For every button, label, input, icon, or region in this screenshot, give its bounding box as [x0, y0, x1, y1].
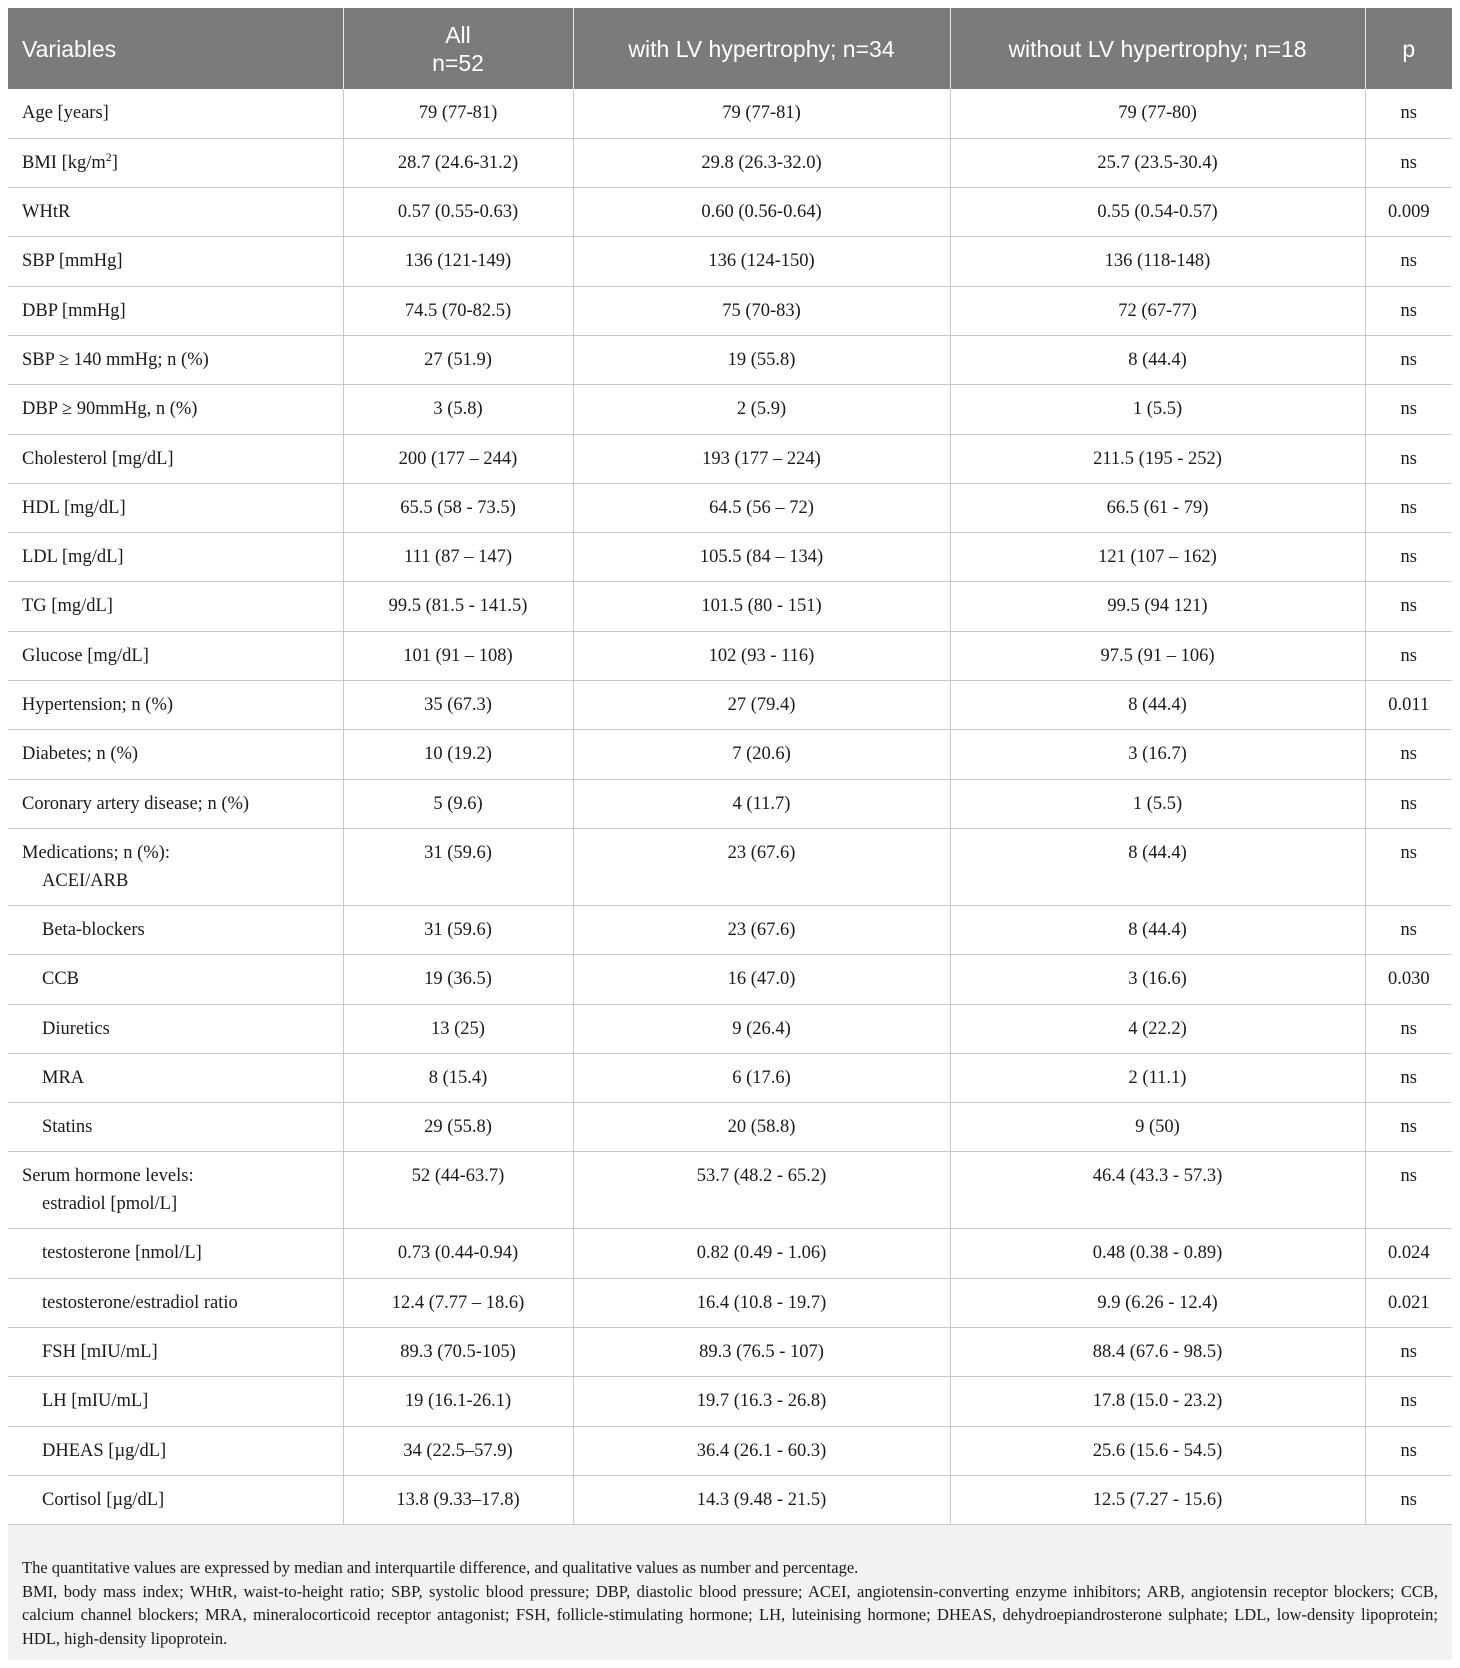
table-row — [8, 1475, 1452, 1524]
cell-with-lvh: 0.82 (0.49 - 1.06) — [573, 1229, 950, 1278]
table-row — [8, 385, 1452, 434]
table-row — [8, 1328, 1452, 1377]
row-label-text: Beta-blockers — [42, 919, 145, 940]
row-sub-label: ACEI/ARB — [42, 870, 129, 891]
cell-with-lvh: 2 (5.9) — [573, 385, 950, 434]
cell-without-lvh: 8 (44.4) — [950, 828, 1365, 905]
row-label: TG [mg/dL] — [8, 582, 343, 631]
row-label — [8, 828, 343, 905]
cell-all: 200 (177 – 244) — [343, 434, 573, 483]
row-label — [8, 1377, 343, 1426]
cell-without-lvh: 25.7 (23.5-30.4) — [950, 138, 1365, 187]
row-group-label: Serum hormone levels: — [22, 1166, 194, 1187]
cell-without-lvh: 72 (67-77) — [950, 286, 1365, 335]
cell-p: ns — [1365, 1328, 1452, 1377]
cell-p: 0.009 — [1365, 188, 1452, 237]
table-row — [8, 335, 1452, 384]
cell-all: 5 (9.6) — [343, 779, 573, 828]
cell-with-lvh: 36.4 (26.1 - 60.3) — [573, 1426, 950, 1475]
row-label-text: DHEAS [µg/dL] — [42, 1440, 167, 1461]
cell-without-lvh: 9 (50) — [950, 1103, 1365, 1152]
table-row — [8, 828, 1452, 905]
table-row — [8, 1004, 1452, 1053]
row-label — [8, 1053, 343, 1102]
cell-with-lvh: 20 (58.8) — [573, 1103, 950, 1152]
row-label — [8, 955, 343, 1004]
cell-all: 35 (67.3) — [343, 681, 573, 730]
cell-without-lvh: 0.55 (0.54-0.57) — [950, 188, 1365, 237]
row-label: SBP ≥ 140 mmHg; n (%) — [8, 335, 343, 384]
cell-with-lvh: 193 (177 – 224) — [573, 434, 950, 483]
cell-all: 19 (36.5) — [343, 955, 573, 1004]
row-label — [8, 1426, 343, 1475]
cell-p: ns — [1365, 582, 1452, 631]
cell-p: ns — [1365, 434, 1452, 483]
cell-without-lvh: 8 (44.4) — [950, 681, 1365, 730]
table-row — [8, 1103, 1452, 1152]
cell-all: 27 (51.9) — [343, 335, 573, 384]
row-label-text: FSH [mIU/mL] — [42, 1342, 158, 1363]
cell-with-lvh: 79 (77-81) — [573, 89, 950, 138]
cell-without-lvh: 1 (5.5) — [950, 385, 1365, 434]
row-label — [8, 1229, 343, 1278]
cell-p: ns — [1365, 631, 1452, 680]
table-row — [8, 631, 1452, 680]
cell-with-lvh: 16 (47.0) — [573, 955, 950, 1004]
cell-p: ns — [1365, 730, 1452, 779]
cell-p: 0.011 — [1365, 681, 1452, 730]
row-label — [8, 1278, 343, 1327]
row-group-label: Medications; n (%): — [22, 842, 170, 863]
cell-without-lvh: 3 (16.6) — [950, 955, 1365, 1004]
cell-with-lvh: 9 (26.4) — [573, 1004, 950, 1053]
cell-p: ns — [1365, 1103, 1452, 1152]
table-row — [8, 1377, 1452, 1426]
table-row — [8, 138, 1452, 187]
row-label: Glucose [mg/dL] — [8, 631, 343, 680]
cell-with-lvh: 23 (67.6) — [573, 828, 950, 905]
cell-with-lvh: 16.4 (10.8 - 19.7) — [573, 1278, 950, 1327]
cell-all: 19 (16.1-26.1) — [343, 1377, 573, 1426]
row-label-superscript: 2 — [105, 149, 112, 164]
cell-with-lvh: 23 (67.6) — [573, 905, 950, 954]
row-label-end: ] — [111, 152, 118, 173]
cell-with-lvh: 64.5 (56 – 72) — [573, 483, 950, 532]
cell-p: ns — [1365, 89, 1452, 138]
cell-without-lvh: 0.48 (0.38 - 0.89) — [950, 1229, 1365, 1278]
cell-p: ns — [1365, 286, 1452, 335]
table-row — [8, 955, 1452, 1004]
cell-without-lvh: 121 (107 – 162) — [950, 533, 1365, 582]
cell-p: ns — [1365, 237, 1452, 286]
row-label-text: MRA — [42, 1067, 85, 1088]
cell-p: ns — [1365, 335, 1452, 384]
row-label — [8, 1004, 343, 1053]
cell-all: 29 (55.8) — [343, 1103, 573, 1152]
cell-all: 13 (25) — [343, 1004, 573, 1053]
cell-with-lvh: 102 (93 - 116) — [573, 631, 950, 680]
cell-all: 111 (87 – 147) — [343, 533, 573, 582]
data-table — [8, 8, 1452, 1525]
cell-all: 74.5 (70-82.5) — [343, 286, 573, 335]
cell-with-lvh: 4 (11.7) — [573, 779, 950, 828]
table-row — [8, 1278, 1452, 1327]
cell-without-lvh: 9.9 (6.26 - 12.4) — [950, 1278, 1365, 1327]
cell-all: 8 (15.4) — [343, 1053, 573, 1102]
cell-all: 0.73 (0.44-0.94) — [343, 1229, 573, 1278]
cell-with-lvh: 101.5 (80 - 151) — [573, 582, 950, 631]
cell-with-lvh: 7 (20.6) — [573, 730, 950, 779]
row-label: DBP ≥ 90mmHg, n (%) — [8, 385, 343, 434]
footnote-values-note: The quantitative values are expressed by median and interquartile difference, and qualitative values as number and percentage. — [22, 1558, 859, 1577]
table-frame — [8, 8, 1452, 1660]
cell-without-lvh: 46.4 (43.3 - 57.3) — [950, 1152, 1365, 1229]
cell-p: 0.021 — [1365, 1278, 1452, 1327]
table-row — [8, 434, 1452, 483]
cell-with-lvh: 75 (70-83) — [573, 286, 950, 335]
row-sub-label: estradiol [pmol/L] — [42, 1194, 178, 1215]
cell-without-lvh: 88.4 (67.6 - 98.5) — [950, 1328, 1365, 1377]
cell-without-lvh: 136 (118-148) — [950, 237, 1365, 286]
cell-with-lvh: 105.5 (84 – 134) — [573, 533, 950, 582]
cell-all: 79 (77-81) — [343, 89, 573, 138]
row-label: Hypertension; n (%) — [8, 681, 343, 730]
cell-with-lvh: 19 (55.8) — [573, 335, 950, 384]
row-label: SBP [mmHg] — [8, 237, 343, 286]
cell-without-lvh: 211.5 (195 - 252) — [950, 434, 1365, 483]
row-label-text: BMI [kg/m — [22, 152, 106, 173]
cell-p: 0.024 — [1365, 1229, 1452, 1278]
table-row — [8, 89, 1452, 138]
cell-without-lvh: 25.6 (15.6 - 54.5) — [950, 1426, 1365, 1475]
table-row — [8, 483, 1452, 532]
table-row — [8, 533, 1452, 582]
cell-without-lvh: 2 (11.1) — [950, 1053, 1365, 1102]
cell-p: ns — [1365, 1426, 1452, 1475]
row-label: WHtR — [8, 188, 343, 237]
header-without-lvh: without LV hypertrophy; n=18 — [950, 8, 1365, 89]
row-label: DBP [mmHg] — [8, 286, 343, 335]
cell-all: 31 (59.6) — [343, 905, 573, 954]
row-label-text: LH [mIU/mL] — [42, 1391, 149, 1412]
cell-without-lvh: 17.8 (15.0 - 23.2) — [950, 1377, 1365, 1426]
cell-all: 65.5 (58 - 73.5) — [343, 483, 573, 532]
table-row — [8, 286, 1452, 335]
row-label — [8, 1152, 343, 1229]
header-p: p — [1365, 8, 1452, 89]
row-label: Age [years] — [8, 89, 343, 138]
header-variables: Variables — [8, 8, 343, 89]
row-label — [8, 1475, 343, 1524]
cell-p: ns — [1365, 1004, 1452, 1053]
cell-with-lvh: 14.3 (9.48 - 21.5) — [573, 1475, 950, 1524]
table-row — [8, 237, 1452, 286]
cell-p: ns — [1365, 1053, 1452, 1102]
header-all — [343, 8, 573, 89]
row-label — [8, 905, 343, 954]
cell-all: 34 (22.5–57.9) — [343, 1426, 573, 1475]
table-row — [8, 905, 1452, 954]
header-all-line1: All — [445, 21, 471, 48]
cell-without-lvh: 97.5 (91 – 106) — [950, 631, 1365, 680]
cell-all: 0.57 (0.55-0.63) — [343, 188, 573, 237]
table-row — [8, 582, 1452, 631]
header-with-lvh: with LV hypertrophy; n=34 — [573, 8, 950, 89]
cell-p: ns — [1365, 1377, 1452, 1426]
row-label-text: testosterone [nmol/L] — [42, 1243, 202, 1264]
cell-all: 31 (59.6) — [343, 828, 573, 905]
cell-all: 136 (121-149) — [343, 237, 573, 286]
row-label: Diabetes; n (%) — [8, 730, 343, 779]
cell-p: 0.030 — [1365, 955, 1452, 1004]
table-row — [8, 730, 1452, 779]
table-footnote — [22, 1556, 1438, 1650]
cell-p: ns — [1365, 1152, 1452, 1229]
cell-all: 89.3 (70.5-105) — [343, 1328, 573, 1377]
cell-p: ns — [1365, 1475, 1452, 1524]
cell-all: 12.4 (7.77 – 18.6) — [343, 1278, 573, 1327]
cell-all: 3 (5.8) — [343, 385, 573, 434]
cell-without-lvh: 8 (44.4) — [950, 905, 1365, 954]
table-row — [8, 1053, 1452, 1102]
footnote-abbreviations: BMI, body mass index; WHtR, waist-to-height ratio; SBP, systolic blood pressure; DBP, diastolic blood pressure; ACEI, angiotensin-converting enzyme inhibitors; ARB, angiotensin receptor blockers; CCB, calcium channel blockers; MRA, mineralocorticoid receptor antagonist; FSH, follicle-stimulating hormone; LH, luteinising hormone; DHEAS, dehydroepiandrosterone sulphate; LDL, low-density lipoprotein; HDL, high-density lipoprotein. — [22, 1581, 1438, 1648]
cell-all: 28.7 (24.6-31.2) — [343, 138, 573, 187]
cell-with-lvh: 27 (79.4) — [573, 681, 950, 730]
cell-all: 99.5 (81.5 - 141.5) — [343, 582, 573, 631]
cell-p: ns — [1365, 483, 1452, 532]
row-label: Cholesterol [mg/dL] — [8, 434, 343, 483]
cell-with-lvh: 136 (124-150) — [573, 237, 950, 286]
row-label-text: testosterone/estradiol ratio — [42, 1292, 238, 1313]
table-row — [8, 681, 1452, 730]
cell-without-lvh: 66.5 (61 - 79) — [950, 483, 1365, 532]
row-label-text: Statins — [42, 1117, 93, 1138]
row-label-text: Cortisol [µg/dL] — [42, 1489, 165, 1510]
cell-with-lvh: 6 (17.6) — [573, 1053, 950, 1102]
cell-with-lvh: 89.3 (76.5 - 107) — [573, 1328, 950, 1377]
row-label: HDL [mg/dL] — [8, 483, 343, 532]
cell-p: ns — [1365, 828, 1452, 905]
cell-without-lvh: 3 (16.7) — [950, 730, 1365, 779]
cell-all: 13.8 (9.33–17.8) — [343, 1475, 573, 1524]
header-all-line2: n=52 — [432, 49, 484, 76]
cell-with-lvh: 53.7 (48.2 - 65.2) — [573, 1152, 950, 1229]
row-label — [8, 1328, 343, 1377]
row-label-text: Diuretics — [42, 1018, 110, 1039]
cell-without-lvh: 12.5 (7.27 - 15.6) — [950, 1475, 1365, 1524]
cell-p: ns — [1365, 779, 1452, 828]
header-row — [8, 8, 1452, 89]
cell-without-lvh: 79 (77-80) — [950, 89, 1365, 138]
cell-all: 10 (19.2) — [343, 730, 573, 779]
table-row — [8, 1426, 1452, 1475]
table-row — [8, 1152, 1452, 1229]
table-row — [8, 779, 1452, 828]
row-label — [8, 1103, 343, 1152]
cell-p: ns — [1365, 138, 1452, 187]
cell-with-lvh: 19.7 (16.3 - 26.8) — [573, 1377, 950, 1426]
table-row — [8, 188, 1452, 237]
row-label — [8, 138, 343, 187]
cell-without-lvh: 4 (22.2) — [950, 1004, 1365, 1053]
cell-with-lvh: 29.8 (26.3-32.0) — [573, 138, 950, 187]
row-label-text: CCB — [42, 969, 80, 990]
cell-p: ns — [1365, 533, 1452, 582]
cell-all: 101 (91 – 108) — [343, 631, 573, 680]
cell-with-lvh: 0.60 (0.56-0.64) — [573, 188, 950, 237]
cell-without-lvh: 1 (5.5) — [950, 779, 1365, 828]
row-label: LDL [mg/dL] — [8, 533, 343, 582]
cell-all: 52 (44-63.7) — [343, 1152, 573, 1229]
row-label: Coronary artery disease; n (%) — [8, 779, 343, 828]
cell-p: ns — [1365, 905, 1452, 954]
table-row — [8, 1229, 1452, 1278]
cell-p: ns — [1365, 385, 1452, 434]
cell-without-lvh: 8 (44.4) — [950, 335, 1365, 384]
cell-without-lvh: 99.5 (94 121) — [950, 582, 1365, 631]
